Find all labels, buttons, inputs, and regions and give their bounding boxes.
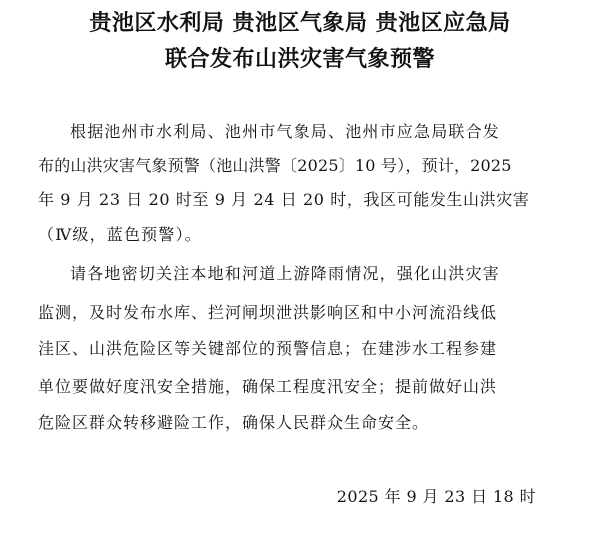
body-line-9: 危险区群众转移避险工作，确保人民群众生命安全。 [38,413,430,432]
body-line-8: 单位要做好度汛安全措施，确保工程度汛安全；提前做好山洪 [38,377,498,396]
body-line-7: 洼区、山洪危险区等关键部位的预警信息；在建涉水工程参建 [38,339,498,358]
body-line-6: 监测，及时发布水库、拦河闸坝泄洪影响区和中小河流沿线低 [38,303,498,322]
body-line-3: 年 9 月 23 日 20 时至 9 月 24 日 20 时，我区可能发生山洪灾害 [38,190,530,209]
body-line-4: （Ⅳ级，蓝色预警）。 [38,225,202,244]
title-line-2: 联合发布山洪灾害气象预警 [164,47,435,72]
body-line-5: 请各地密切关注本地和河道上游降雨情况，强化山洪灾害 [70,264,501,283]
body-line-1: 根据池州市水利局、池州市气象局、池州市应急局联合发 [70,122,501,141]
body-line-2: 布的山洪灾害气象预警（池山洪警〔2025〕10 号），预计，2025 [38,156,512,175]
title-line-1: 贵池区水利局 贵池区气象局 贵池区应急局 [89,11,511,36]
issue-date: 2025 年 9 月 23 日 18 时 [336,487,536,506]
